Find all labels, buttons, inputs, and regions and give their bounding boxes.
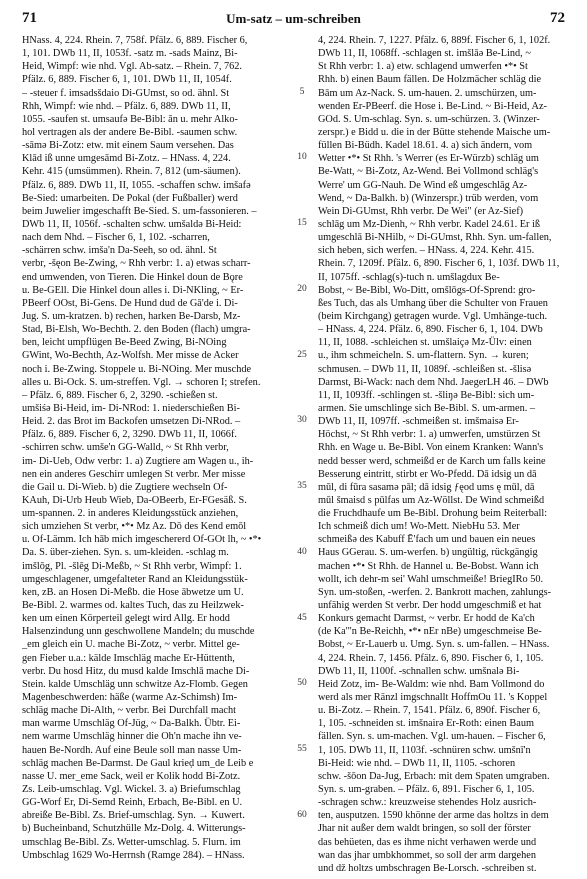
left-column — [22, 34, 287, 862]
text-line: wollt, ich dehr-m sei' Wahl umschmeiße! BriegIRo 50. — [318, 573, 544, 585]
text-line: b) Bucheinband, Schutzhülle Mz-Dolg. 4. Witterungs- — [22, 823, 246, 835]
text-line: wenden Er-PBeerf. die Hose i. Be-Lind. ~ Bi-Heid, Az- — [318, 100, 547, 112]
text-line: nedd besser werd, schmeißd er de Karch um falls keine — [318, 455, 546, 467]
running-head: Um-satz – um-schreiben — [226, 11, 361, 26]
text-line: 11, II, 1093ff. -schlingen st. -šliŋə Be-Bibl: sich um- — [318, 389, 535, 401]
text-line: um-spannen. 2. in anderes Kleidungsstück anziehen, — [22, 508, 239, 520]
text-line: -sāmə Bi-Zotz: etw. mit einem Saum versehen. Das — [22, 140, 234, 152]
text-line: Be-Bibl. 2. warmes od. kaltes Tuch, das zu Heilzwek- — [22, 600, 244, 612]
text-line: werd als mer Ränzl imgschnallt HoffmOu 11. 's Koppel — [318, 692, 548, 704]
text-line: – Pfälz. 6, 889. Fischer 6, 2, 3290. -schießen st. — [22, 389, 218, 401]
text-line: Jhar nit außer dem waldt bringen, so soll der förster — [318, 823, 531, 835]
text-line: Höchst, ~ St Rhh verbr: 1. a) umwerfen, umstürzen St — [318, 429, 541, 441]
line-number: 40 — [297, 546, 307, 557]
line-number: 25 — [297, 349, 307, 360]
text-line: – HNass. 4, 224. Pfälz. 6, 890. Fischer 6, 1, 104. DWb — [318, 324, 543, 336]
page-number-right: 72 — [550, 10, 565, 26]
text-line: KAuh, Di-Urb Heub Wieb, Da-OBeerb, Er-FGesäß. S. — [22, 494, 247, 506]
text-line: die Gail u. Di-Wieb. b) die Zugtiere wechseln Of- — [22, 481, 228, 493]
text-line: mūl šmaisd s pūlfas um Az-Wöllst. De Wind schmeißd — [318, 494, 545, 506]
text-line: hol vertragen als der andere Be-Bibl. -saumen schw. — [22, 126, 238, 138]
text-line: Zs. Leib-umschlag. Vgl. Wickel. 3. a) Briefumschlag — [22, 784, 241, 796]
text-line: Kehr. 415 (umsümmen). Rhein. 7, 812 (um-säumen). — [22, 166, 241, 178]
page-header — [0, 10, 587, 30]
text-line: Klād iß unne umgesāmd Bi-Zotz. – HNass. 4, 224. — [22, 153, 231, 165]
text-line: das behüeten, das es ihme nicht verhawen werde und — [318, 836, 537, 848]
text-line: Konkurs gemacht Darmst, ~ verbr. Er hodd de Ka'ch — [318, 613, 535, 625]
text-line: _em gleich ein U. mache Bi-Zotz, ~ verbr. Mittel ge- — [22, 639, 240, 651]
text-line: DWb 11, II, 1097ff. -schmeißen st. imšmaisə Er- — [318, 416, 519, 428]
text-line: schmusen. – DWb 11, II, 1089f. -schleißen st. -šlisə — [318, 363, 532, 375]
text-line: u. Be-GEll. Die Hinkel doun alles i. Di-NKling, ~ Er- — [22, 284, 244, 296]
text-line: Haus GGerau. S. um-werfen. b) ungültig, rückgängig — [318, 547, 538, 559]
text-line: verbr. Du hosd Hitz, du musd kalde Imschlā mache Di- — [22, 665, 250, 677]
text-line: u. Bi-Zotz. – Rhein. 7, 1541. Pfälz. 6, 890f. Fischer 6, — [318, 705, 541, 717]
text-line: machen •*• St Rhh. de Hannel u. Be-Bobst. Wann ich — [318, 560, 539, 572]
text-line: St Rhh verbr: 1. a) etw. schlagend umwerfen •*• St — [318, 61, 528, 73]
text-line: sich heben, sich werfen. – HNass. 4, 224. Kehr. 415. — [318, 245, 535, 257]
text-line: ken um einen Körperteil gelegt wird Allg. Er hodd — [22, 613, 230, 625]
text-line: gen Fieber u.a.: kälde Imschläg mache Er-Hüttenth, — [22, 652, 235, 664]
text-line: II, 1075ff. -schlag(s)-tuch n. umšlagdux Be- — [318, 271, 500, 283]
text-line: Bām um Az-Nack. S. um-hauen. 2. umschürzen, um- — [318, 87, 537, 99]
text-line: u. Of-Lämm. Ich hāb mich imgeschererd Of-GOt lh, ~ •*• — [22, 534, 262, 546]
text-line: end umwenden, von Tieren. Die Hinkel doun de Bǫre — [22, 271, 243, 283]
line-number: 50 — [297, 678, 307, 689]
line-number: 10 — [297, 152, 307, 163]
text-line: Pfälz. 6, 889. DWb 11, II, 1055. -schaffen schw. imšafə — [22, 179, 251, 191]
text-line: (beim Kirchgang) getragen wurde. Vgl. Umhänge-tuch. — [318, 310, 548, 322]
text-line: DWb 11, II, 1056f. -schalten schw. umšaldə Bi-Heid: — [22, 218, 242, 230]
text-line: 1, 101. DWb 11, II, 1053f. -satz m. -sads Mainz, Bi- — [22, 48, 238, 60]
text-line: PBeerf OOst, Bi-Gens. De Hund dud de Gā'de i. Di- — [22, 297, 238, 309]
text-line: ten, ausputzen. 1590 khönne der arme das holtzs in dem — [318, 810, 549, 822]
text-line: schlāg um Mz-Dienh, ~ Rhh verbr. Kadel 24.61. Er iß — [318, 218, 541, 230]
text-line: Syn. s. um-graben. – Pfälz. 6, 891. Fischer 6, 1, 105. — [318, 784, 535, 796]
line-number: 5 — [299, 86, 305, 97]
text-line: umschlag Be-Bibl. Zs. Wetter-umschlag. 5. Flurn. im — [22, 836, 241, 848]
text-line: Halsenzindung unn geschwollene Mandeln; du muschde — [22, 626, 255, 638]
text-line: Werre' um GG-Nauh. De Wind eß umgeschlāg Az- — [318, 179, 528, 191]
text-line: Heid, Wimpf: wie nhd. Vgl. Ab-satz. – Rhein. 7, 762. — [22, 61, 242, 73]
text-line: ßes Tuch, das als Umhang über die Schulter von Frauen — [318, 297, 548, 309]
text-line: (de Ka'"n Be-Reichh, •*• nEr nBe) umgeschmeise Be- — [318, 626, 542, 638]
text-line: umgeschlagener, umgefalteter Rand an Kleidungsstük- — [22, 573, 248, 585]
text-line: Syn. um-stoßen, -werfen. 2. Bankrott machen, zahlungs- — [318, 586, 552, 598]
page-number-left: 71 — [22, 10, 37, 26]
text-line: Be-Sied: umarbeiten. De Pokal (der Fußballer) werd — [22, 192, 238, 204]
text-line: imšlōg, Pl. -šlēg Di-Meßb, ~ St Rhh verbr, Wimpf: 1. — [22, 560, 242, 572]
line-number: 30 — [297, 415, 307, 426]
text-line: -schragen schw.: kreuzweise stehendes Holz ausrich- — [318, 797, 537, 809]
text-line: armen. Sie umschlinge sich Be-Bibl. S. um-armen. – — [318, 402, 536, 414]
text-line: Rhh. en Wage u. Be-Bibl. Von einem Kranken: Wann's — [318, 442, 544, 454]
text-line: zerspr.) e Bidd u. die in der Bütte stehende Maische um- — [318, 126, 551, 138]
text-line: Wend, ~ Da-Balkh. b) (Winzerspr.) trüb werden, vom — [318, 192, 539, 204]
text-line: Da. S. über-ziehen. Syn. s. um-kleiden. -schlag m. — [22, 547, 229, 559]
text-line: Darmst, Bi-Wack: nach dem Nhd. JaegerLH 46. – DWb — [318, 376, 549, 388]
text-line: Bobst, ~ Er-Lauerb u. Umg. Syn. s. um-fallen. – HNass. — [318, 639, 550, 651]
text-line: die Fruchdhaufe um Be-Bibl. Drohung beim Reiterball: — [318, 508, 548, 520]
text-line: Wetter •*• St Rhh. 's Werrer (es Er-Würzb) schläg um — [318, 153, 539, 165]
text-line: 4, 224. Rhein. 7, 1456. Pfälz. 6, 890. Fischer 6, 1, 105. — [318, 652, 544, 664]
text-line: Besserung eintritt, stirbt er Wo-Pfedd. Dā idsig un dā — [318, 468, 537, 480]
text-line: füllen Bi-Büdh. Kadel 18.61. 4. a) sich ändern, vom — [318, 140, 533, 152]
text-line: Magenbeschwerden: häße (warme Az-Schimsh) Im- — [22, 692, 238, 704]
text-line: umšiśə Bi-Heid, im- Di-NRod: 1. niederschießen Bi- — [22, 402, 240, 414]
text-line: DWb 11, II, 1100f. -schnallen schw. umšnalə Bi- — [318, 665, 520, 677]
text-line: Stein. kalde Umschläg unn schwitze Az-Flomb. Gegen — [22, 678, 248, 690]
text-line: 1, 105. -schneiden st. imšnairə Er-Roth: einen Baum — [318, 718, 534, 730]
text-line: verbr, -šęon Be-Zwing, ~ Rhh verbr: 1. a) etwas scharr- — [22, 258, 251, 270]
text-line: Heid Zotz, im- Be-Waldm: wie nhd. Bam Vollmond do — [318, 678, 545, 690]
text-line: schw. -šōon Da-Jug, Erbach: mit dem Spaten umgraben. — [318, 770, 550, 782]
text-line: Ich schmeiß dich um! Wo-Mett. NiebHu 53. Mer — [318, 521, 520, 533]
line-number: 60 — [297, 809, 307, 820]
right-column — [318, 34, 570, 875]
text-line: Bobst, ~ Be-Bibl, Wo-Ditt, omšlōgs-Of-Sprend: gro- — [318, 284, 536, 296]
text-line: Jug. S. um-kratzen. b) rechen, harken Be-Darsb, Mz- — [22, 310, 241, 322]
text-line: hauen Be-Nordh. Auf eine Beule soll man nasse Um- — [22, 744, 242, 756]
text-line: GWint, Wo-Bechth, Az-Wolfsh. Mer misse de Acker — [22, 350, 239, 362]
text-line: abreiße Be-Bibl. Zs. Brief-umschlag. Syn. → Kuwert. — [22, 810, 245, 822]
text-line: Umbschlag 1629 Wo-Herrnsh (Ramge 284). – HNass. — [22, 849, 245, 861]
text-line: Stad, Bi-Elsh, Wo-Bechth. 2. den Boden (flach) umgra- — [22, 324, 251, 336]
text-line: umgeschlā Bi-NHilb, ~ Di-GUmst, Rhh. Syn. um-fallen, — [318, 232, 552, 244]
text-line: man warme Umschläg Of-Jüg, ~ Da-Balkh. Übtr. Ei- — [22, 718, 241, 730]
text-line: Rhh, Wimpf: wie nhd. – Pfälz. 6, 889. DWb 11, II, — [22, 100, 231, 112]
text-line: im- Di-Ueb, Odw verbr: 1. a) Zugtiere am Wagen u., ih- — [22, 455, 254, 467]
text-line: 4, 224. Rhein. 7, 1227. Pfälz. 6, 889f. Fischer 6, 1, 102f. — [318, 35, 551, 46]
text-line: fällen. Syn. s. um-machen. Vgl. um-hauen. – Fischer 6, — [318, 731, 546, 743]
line-number: 45 — [297, 612, 307, 623]
text-line: nem warme Umschläg hinner die Oh'n mache ihn ve- — [22, 731, 242, 743]
line-number: 15 — [297, 218, 307, 229]
text-line: 1055. -saufen st. umsaufə Be-Bibl: ān u. mehr Alko- — [22, 113, 238, 125]
text-line: beim Juwelier imgeschafft Be-Sied. S. um-fassonieren. – — [22, 205, 257, 217]
text-line: sich umziehen St verbr, •*• Mz Az. Dō des Kend emōl — [22, 521, 247, 533]
text-line: HNass. 4, 224. Rhein. 7, 758f. Pfälz. 6, 889. Fischer 6, — [22, 35, 248, 46]
text-line: GG-Worf Er, Di-Semd Reinh, Erbach, Be-Bibl. en U. — [22, 797, 243, 809]
text-line: nasse U. mer_eme Sack, weil er Kolik hodd Bi-Zotz. — [22, 770, 241, 782]
text-line: 1, 105. DWb 11, II, 1103f. -schnüren schw. umšnī'n — [318, 744, 531, 756]
text-line: schmeißə des Kabuff Ē'fach um und bauen ein neues — [318, 534, 536, 546]
text-line: und dž holtzs umbschragen Be-Lorsch. -schreiben st. — [318, 862, 537, 874]
text-line: schläg machen Be-Darmst. De Gaul krieḍ um_de Leib e — [22, 757, 254, 769]
line-number: 20 — [297, 283, 307, 294]
text-line: nach dem Nhd. – Fischer 6, 1, 102. -scharren, — [22, 232, 210, 244]
text-line: Be-Watt, ~ Bi-Zotz, Az-Wend. Bei Vollmond schläg's — [318, 166, 539, 178]
text-line: wan das jhar umbkhommet, so soll der arm dargehen — [318, 849, 536, 861]
text-line: Pfälz. 6, 889. Fischer 6, 1, 101. DWb 11, II, 1054f. — [22, 74, 232, 86]
text-line: 11, II, 1088. -schleichen st. umšlaiçə Mz-Ülv: einen — [318, 337, 532, 349]
text-line: unfähig werden St verbr. Der hodd umgeschmiß et hat — [318, 600, 542, 612]
text-line: Heid. 2. das Brot im Backofen umsetzen Di-NRod. – — [22, 416, 241, 428]
text-line: -schärren schw. imša'n Da-Seeh, so od. ähnl. St — [22, 245, 217, 257]
text-line: Bi-Heid: wie nhd. – DWb 11, II, 1105. -schoren — [318, 757, 516, 769]
text-line: u., ihm schmeicheln. S. um-flattern. Syn. → kuren; — [318, 350, 529, 362]
text-line: Wein Di-GUmst, Rhh verbr. De Wei" (er Az-Sief) — [318, 205, 524, 217]
text-line: Pfälz. 6, 889. Fischer 6, 2, 3290. DWb 11, II, 1066f. — [22, 429, 237, 441]
text-line: mūl, di fūra sasamə pāl; dā idsig ƒęod ums ę mūl, dā — [318, 481, 535, 493]
text-line: GOd. S. Um-schlag. Syn. s. um-schürzen. 3. (Winzer- — [318, 113, 540, 125]
text-line: – -steuer f. imsadsšdaio Di-GUmst, so od. ähnl. St — [22, 87, 230, 99]
text-line: Rhh. b) einen Baum fällen. De Holzmächer schläg die — [318, 74, 542, 86]
line-number: 35 — [297, 481, 307, 492]
text-line: DWb 11, II, 1068ff. -schlagen st. imšlāə Be-Lind, ~ — [318, 48, 531, 60]
text-line: ken, zB. an Hosen Di-Meßb. die Hose ābwetze um U. — [22, 586, 244, 598]
text-line: Rhein. 7, 1209f. Pfälz. 6, 890. Fischer 6, 1, 103f. DWb 11, — [318, 258, 560, 270]
text-line: alles u. Bi-Ock. S. um-streffen. Vgl. → schoren I; strefen. — [22, 376, 261, 388]
text-line: -schirren schw. umše'n GG-Walld, ~ St Rhh verbr, — [22, 442, 229, 454]
text-line: nen ein anderes Geschirr umlegen St verbr. Mer misse — [22, 468, 246, 480]
text-line: ben, leicht umpflügen Be-Beed Zwing, Bi-NOing — [22, 337, 227, 349]
text-line: schläg mache Di-Alth, ~ verbr. Bei Durchfall macht — [22, 705, 237, 717]
line-number: 55 — [297, 744, 307, 755]
text-line: noch i. Be-Zwing. Stoppele u. Bi-NOing. Mer muschde — [22, 363, 252, 375]
